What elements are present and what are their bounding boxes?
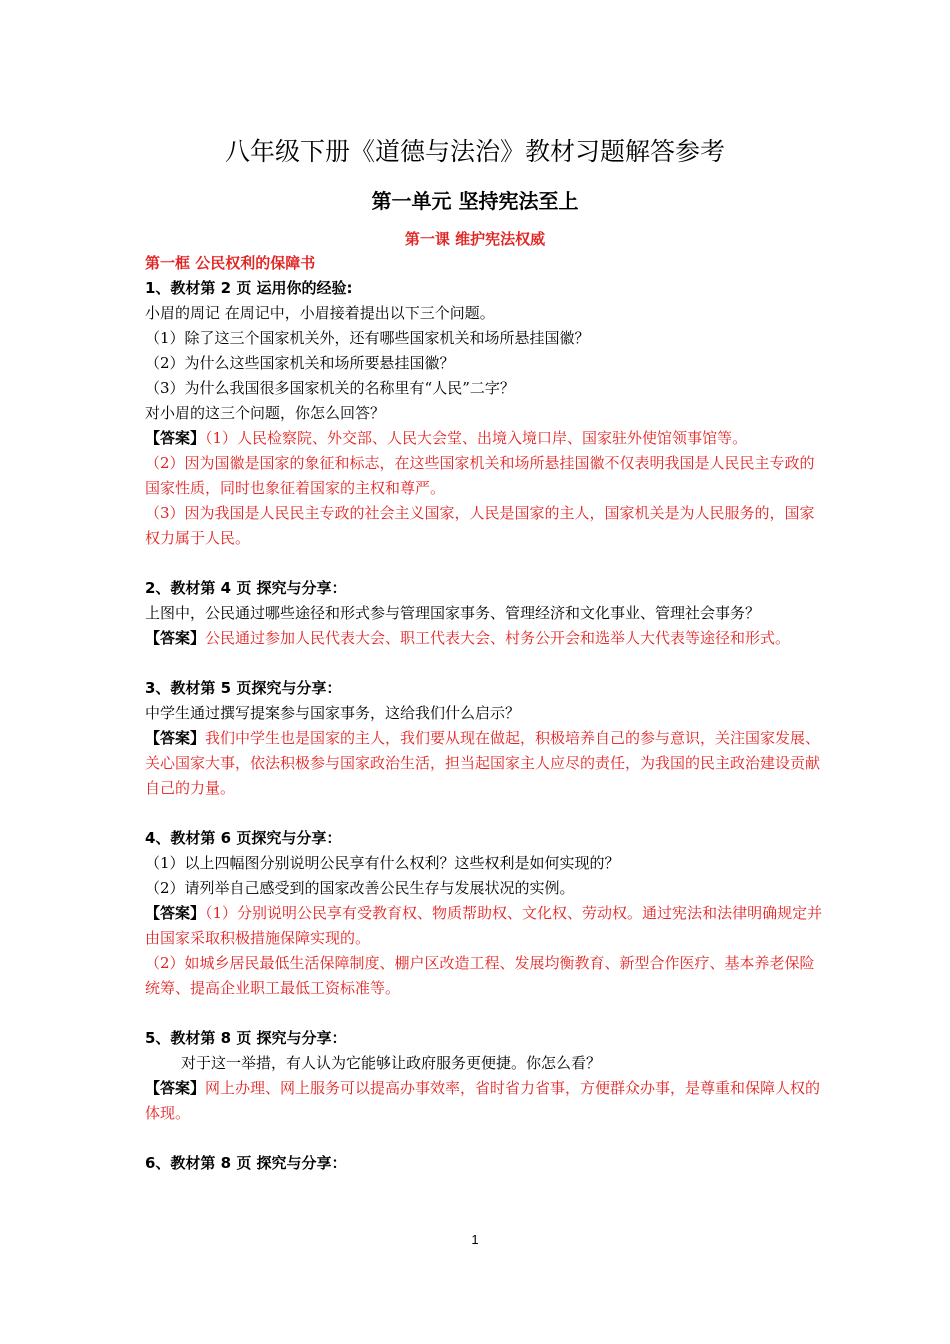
question-1-line: （3）为什么我国很多国家机关的名称里有“人民”二字？ [145,379,515,397]
question-2-line: 上图中，公民通过哪些途径和形式参与管理国家事务、管理经济和文化事业、管理社会事务？ [145,604,761,622]
answer-label: 【答案】 [145,904,206,922]
question-3-heading: 3、教材第 5 页探究与分享： [145,679,342,697]
question-5-heading: 5、教材第 8 页 探究与分享： [145,1029,347,1047]
question-1-line: 对小眉的这三个问题，你怎么回答？ [145,404,386,422]
answer-3-text: 我们中学生也是国家的主人，我们要从现在做起，积极培养自己的参与意识，关注国家发展、关心国家大事，依法积极参与国家政治生活，担当起国家主人应尽的责任，为我国的民主政治建设贡献自己的力量。 [145,729,821,797]
frame-heading: 第一框 公民权利的保障书 [145,254,316,272]
spacer [145,801,825,826]
answer-1-line: （2）因为国徽是国家的象征和标志，在这些国家机关和场所悬挂国徽不仅表明我国是人民民主专政的国家性质，同时也象征着国家的主权和尊严。 [145,454,815,497]
answer-1-text: （1）人民检察院、外交部、人民大会堂、出境入境口岸、国家驻外使馆领事馆等。 [205,429,748,447]
answer-5-text: 网上办理、网上服务可以提高办事效率，省时省力省事，方便群众办事，是尊重和保障人权的体现。 [145,1079,821,1122]
answer-5 [145,1076,825,1126]
question-5-line: 对于这一举措，有人认为它能够让政府服务更便捷。你怎么看？ [181,1054,602,1072]
question-4-heading: 4、教材第 6 页探究与分享： [145,829,342,847]
question-1-line: （2）为什么这些国家机关和场所要悬挂国徽？ [145,354,455,372]
spacer [145,551,825,576]
document-title: 八年级下册《道德与法治》教材习题解答参考 [224,137,725,166]
spacer [145,1001,825,1026]
spacer [145,1126,825,1151]
answer-label: 【答案】 [145,429,206,447]
question-4-line: （2）请列举自己感受到的国家改善公民生存与发展状况的实例。 [145,879,575,897]
question-6-heading: 6、教材第 8 页 探究与分享： [145,1154,347,1172]
question-1-line: 小眉的周记 在周记中，小眉接着提出以下三个问题。 [145,304,495,322]
question-2-heading: 2、教材第 4 页 探究与分享： [145,579,347,597]
question-1-heading: 1、教材第 2 页 运用你的经验: [145,279,353,297]
answer-label: 【答案】 [145,729,206,747]
question-3-line: 中学生通过撰写提案参与国家事务，这给我们什么启示？ [145,704,521,722]
answer-4-text: （1）分别说明公民享有受教育权、物质帮助权、文化权、劳动权。通过宪法和法律明确规定并由国家采取积极措施保障实现的。 [145,904,823,947]
document-body [145,251,825,1176]
answer-2-text: 公民通过参加人民代表大会、职工代表大会、村务公开会和选举人大代表等途径和形式。 [205,629,791,647]
question-4-line: （1）以上四幅图分别说明公民享有什么权利？这些权利是如何实现的？ [145,854,620,872]
unit-heading: 第一单元 坚持宪法至上 [371,189,579,213]
answer-label: 【答案】 [145,1079,206,1097]
spacer [145,651,825,676]
answer-1 [145,426,825,451]
answer-4 [145,901,825,951]
answer-2 [145,626,825,651]
answer-4-line: （2）如城乡居民最低生活保障制度、棚户区改造工程、发展均衡教育、新型合作医疗、基本养老保险统筹、提高企业职工最低工资标准等。 [145,954,815,997]
answer-1-line: （3）因为我国是人民民主专政的社会主义国家，人民是国家的主人，国家机关是为人民服务的，国家权力属于人民。 [145,504,815,547]
page-number: 1 [471,1232,479,1247]
lesson-heading: 第一课 维护宪法权威 [404,230,546,248]
question-1-line: （1）除了这三个国家机关外，还有哪些国家机关和场所悬挂国徽？ [145,329,590,347]
answer-label: 【答案】 [145,629,206,647]
answer-3 [145,726,825,801]
